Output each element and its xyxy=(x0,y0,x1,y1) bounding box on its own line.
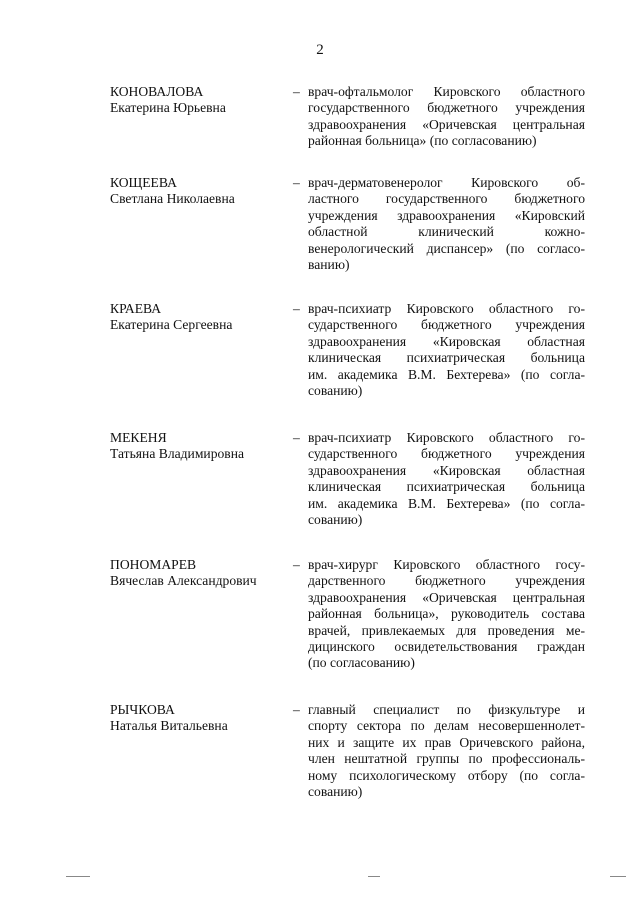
role-line: ному психологическому отбору (по согла- xyxy=(308,767,585,783)
entry-dash: – xyxy=(293,301,300,316)
role-line: областной клинический кожно- xyxy=(308,224,585,240)
role-line: районная больница» (по согласованию) xyxy=(308,133,537,149)
member-surname: РЫЧКОВА xyxy=(110,702,175,717)
role-line: государственного бюджетного учреждения xyxy=(308,100,585,116)
entry-dash: – xyxy=(293,430,300,445)
role-line: врач-офтальмолог Кировского областного xyxy=(308,84,585,99)
scan-mark xyxy=(610,876,626,877)
role-line: здравоохранения «Кировская областная xyxy=(308,462,585,478)
role-line: врач-психиатр Кировского областного го- xyxy=(308,301,585,316)
member-surname: КРАЕВА xyxy=(110,301,162,316)
role-line: здравоохранения «Кировская областная xyxy=(308,333,585,349)
member-role xyxy=(308,175,585,273)
member-surname: МЕКЕНЯ xyxy=(110,430,167,445)
scan-mark xyxy=(368,876,380,877)
member-role xyxy=(308,430,585,528)
role-line: сударственного бюджетного учреждения xyxy=(308,446,585,462)
member-name xyxy=(110,557,290,590)
role-line: ластного государственного бюджетного xyxy=(308,191,585,207)
member-role xyxy=(308,84,585,150)
member-given-names: Вячеслав Александрович xyxy=(110,573,257,589)
entry-dash: – xyxy=(293,557,300,572)
role-line: врач-дерматовенеролог Кировского об- xyxy=(308,175,585,190)
member-given-names: Екатерина Юрьевна xyxy=(110,100,226,116)
scan-mark xyxy=(66,876,90,877)
role-line: член нештатной группы по профессиональ- xyxy=(308,751,585,767)
member-given-names: Татьяна Владимировна xyxy=(110,446,245,462)
role-line: главный специалист по физкультуре и xyxy=(308,702,585,717)
role-line: врачей, привлекаемых для проведения ме- xyxy=(308,622,585,638)
role-line: спорту сектора по делам несовершеннолет- xyxy=(308,718,585,734)
role-line: учреждения здравоохранения «Кировский xyxy=(308,207,585,223)
role-line: клиническая психиатрическая больница xyxy=(308,479,585,495)
role-line: (по согласованию) xyxy=(308,655,415,671)
role-line: сованию) xyxy=(308,784,363,800)
member-name xyxy=(110,175,290,208)
member-given-names: Екатерина Сергеевна xyxy=(110,317,233,333)
role-line: им. академика В.М. Бехтерева» (по согла- xyxy=(308,366,585,382)
role-line: врач-психиатр Кировского областного го- xyxy=(308,430,585,445)
role-line: здравоохранения «Оричевская центральная xyxy=(308,116,585,132)
role-line: сованию) xyxy=(308,383,363,399)
role-line: ванию) xyxy=(308,257,350,273)
member-name xyxy=(110,301,290,334)
member-role xyxy=(308,301,585,399)
role-line: здравоохранения «Оричевская центральная xyxy=(308,589,585,605)
role-line: сударственного бюджетного учреждения xyxy=(308,317,585,333)
entry-dash: – xyxy=(293,175,300,190)
member-role xyxy=(308,557,585,672)
member-name xyxy=(110,702,290,735)
role-line: дарственного бюджетного учреждения xyxy=(308,573,585,589)
entry-dash: – xyxy=(293,84,300,99)
role-line: венерологический диспансер» (по согласо- xyxy=(308,240,585,256)
member-role xyxy=(308,702,585,800)
member-name xyxy=(110,84,290,117)
member-given-names: Светлана Николаевна xyxy=(110,191,235,207)
member-given-names: Наталья Витальевна xyxy=(110,718,228,734)
role-line: врач-хирург Кировского областного госу- xyxy=(308,557,585,572)
member-name xyxy=(110,430,290,463)
role-line: сованию) xyxy=(308,512,363,528)
member-surname: КОЩЕЕВА xyxy=(110,175,177,190)
member-surname: ПОНОМАРЕВ xyxy=(110,557,197,572)
role-line: им. академика В.М. Бехтерева» (по согла- xyxy=(308,495,585,511)
page-number: 2 xyxy=(316,42,324,58)
role-line: них и защите их прав Оричевского района, xyxy=(308,734,585,750)
role-line: клиническая психиатрическая больница xyxy=(308,350,585,366)
member-surname: КОНОВАЛОВА xyxy=(110,84,204,99)
role-line: районная больница», руководитель состава xyxy=(308,606,585,622)
entry-dash: – xyxy=(293,702,300,717)
role-line: дицинского освидетельствования граждан xyxy=(308,639,585,655)
